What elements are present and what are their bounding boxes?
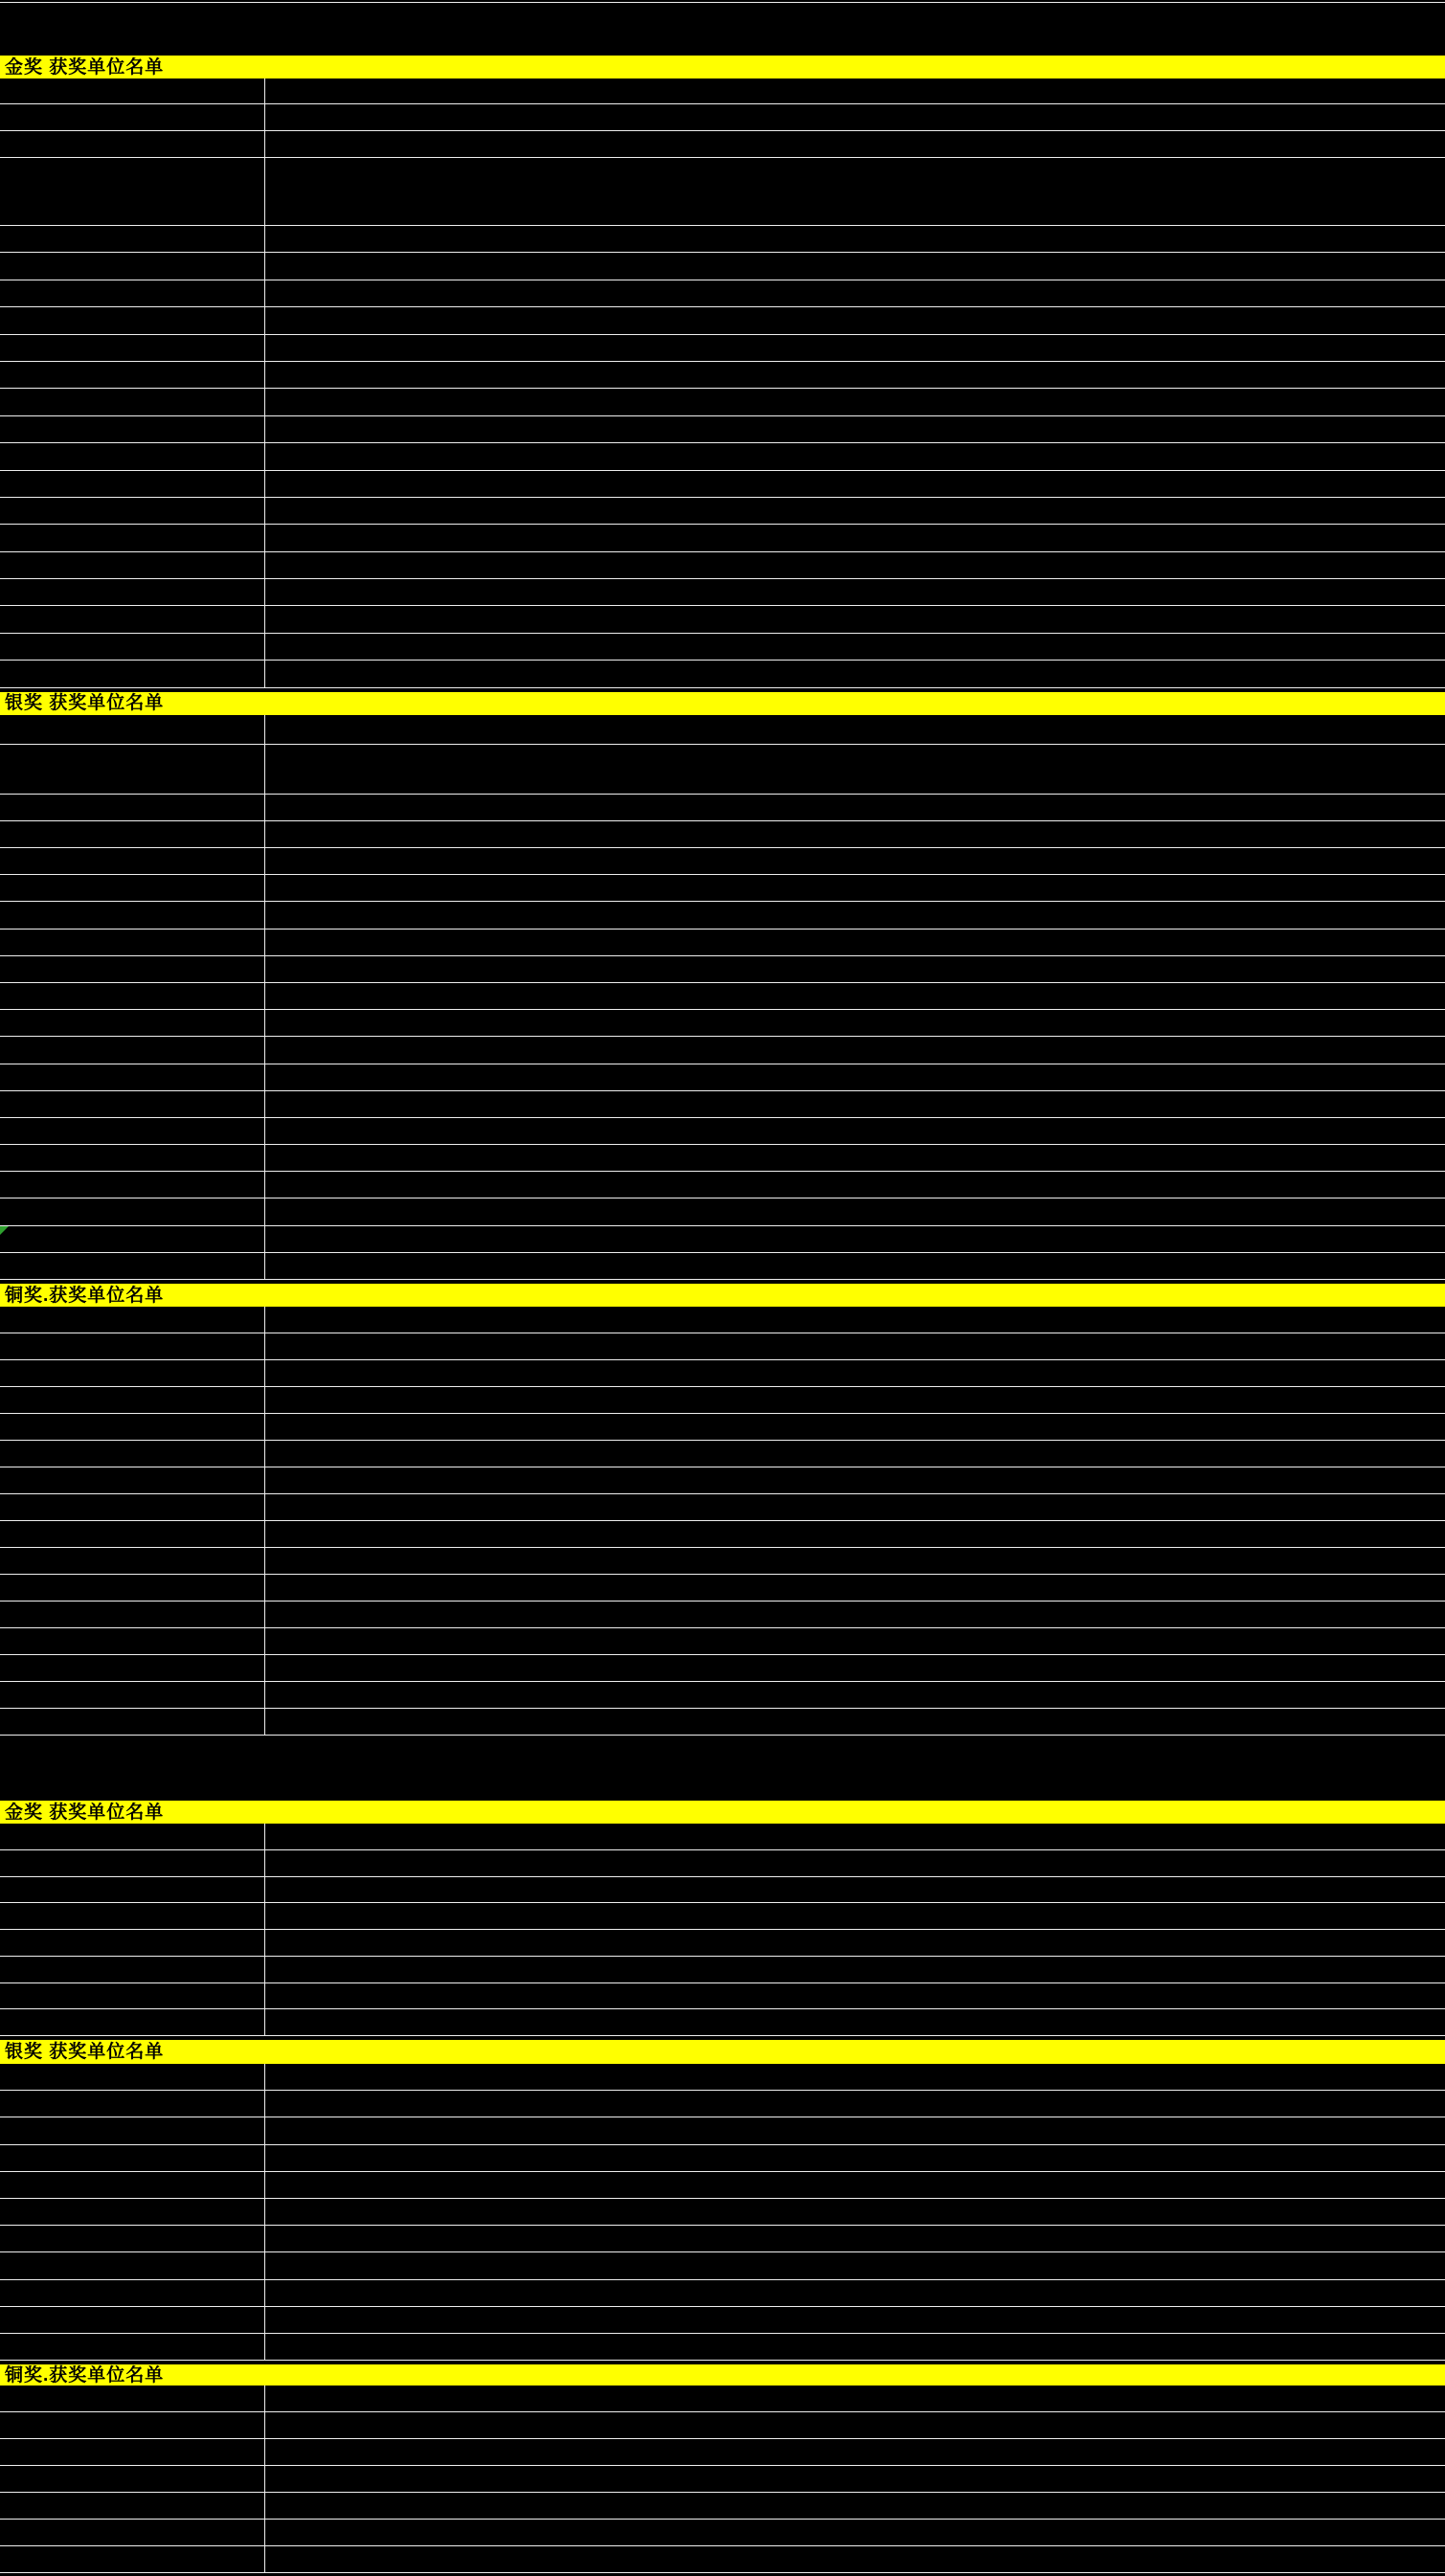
table-cell-right[interactable] <box>265 307 1445 333</box>
table-row <box>0 1602 1445 1628</box>
table-row <box>0 1307 1445 1333</box>
table-row <box>0 1930 1445 1957</box>
bronze-award-banner-label: 铜奖.获奖单位名单 <box>5 2364 165 2386</box>
table-cell-left[interactable] <box>0 1414 265 1440</box>
table-cell-left[interactable] <box>0 2334 265 2360</box>
table-cell-right[interactable] <box>265 1494 1445 1520</box>
table-row <box>0 902 1445 929</box>
table-row <box>0 1983 1445 2010</box>
table-row <box>0 579 1445 606</box>
table-row <box>0 1628 1445 1655</box>
table-cell-left[interactable] <box>0 930 265 955</box>
table-cell-left[interactable] <box>0 634 265 660</box>
table-row <box>0 956 1445 983</box>
table-row <box>0 389 1445 415</box>
table-cell-right[interactable] <box>265 821 1445 847</box>
table-cell-right[interactable] <box>265 552 1445 578</box>
table-row <box>0 1655 1445 1682</box>
table-cell-right[interactable] <box>265 2412 1445 2438</box>
table-cell-left[interactable] <box>0 2117 265 2143</box>
table-cell-right[interactable] <box>265 1628 1445 1654</box>
table-cell-right[interactable] <box>265 1253 1445 1279</box>
bronze-award-banner[interactable] <box>0 2361 1445 2386</box>
table-cell-right[interactable] <box>265 525 1445 550</box>
table-row <box>0 1682 1445 1709</box>
table-cell-left[interactable] <box>0 362 265 388</box>
table-row <box>0 1877 1445 1904</box>
table-row <box>0 2334 1445 2361</box>
table-cell-left[interactable] <box>0 1091 265 1117</box>
table-row <box>0 2199 1445 2226</box>
table-cell-right[interactable] <box>265 1655 1445 1681</box>
table-cell-left[interactable] <box>0 307 265 333</box>
table-row <box>0 2520 1445 2546</box>
table-cell-right[interactable] <box>265 1307 1445 1333</box>
table-row <box>0 1575 1445 1602</box>
table-cell-left[interactable] <box>0 1441 265 1467</box>
table-cell-left[interactable] <box>0 2412 265 2438</box>
table-cell-left[interactable] <box>0 471 265 497</box>
table-cell-left[interactable] <box>0 2252 265 2278</box>
silver-award-banner-label: 银奖 获奖单位名单 <box>5 693 165 714</box>
table-cell-right[interactable] <box>265 1091 1445 1117</box>
table-row <box>0 1467 1445 1494</box>
table-cell-left[interactable] <box>0 1198 265 1224</box>
table-row <box>0 795 1445 821</box>
table-cell-left[interactable] <box>0 2064 265 2090</box>
table-cell-right[interactable] <box>265 389 1445 414</box>
table-row <box>0 606 1445 633</box>
table-cell-left[interactable] <box>0 1387 265 1413</box>
silver-award-banner[interactable] <box>0 2036 1445 2064</box>
table-cell-left[interactable] <box>0 1145 265 1171</box>
table-cell-right[interactable] <box>265 2091 1445 2117</box>
table-row <box>0 2493 1445 2520</box>
table-row <box>0 1253 1445 1280</box>
table-cell-left[interactable] <box>0 1957 265 1982</box>
table-row <box>0 1824 1445 1850</box>
table-cell-right[interactable] <box>265 1877 1445 1903</box>
table-cell-left[interactable] <box>0 661 265 686</box>
table-row <box>0 2064 1445 2091</box>
table-cell-left[interactable] <box>0 552 265 578</box>
table-cell-right[interactable] <box>265 2009 1445 2035</box>
table-row <box>0 661 1445 687</box>
table-row <box>0 875 1445 902</box>
table-row <box>0 2117 1445 2144</box>
table-cell-right[interactable] <box>265 335 1445 361</box>
table-row <box>0 307 1445 334</box>
bronze-award-banner-label: 铜奖.获奖单位名单 <box>5 1285 165 1306</box>
table-cell-left[interactable] <box>0 1548 265 1574</box>
table-row <box>0 1850 1445 1877</box>
table-row <box>0 1010 1445 1037</box>
table-cell-left[interactable] <box>0 2439 265 2465</box>
gold-award-banner-label: 金奖 获奖单位名单 <box>5 56 165 78</box>
section-2-title-band[interactable] <box>0 1736 1445 1797</box>
table-row <box>0 525 1445 551</box>
section-1-title-band[interactable] <box>0 3 1445 52</box>
table-cell-right[interactable] <box>265 1198 1445 1224</box>
table-cell-left[interactable] <box>0 2520 265 2545</box>
table-cell-right[interactable] <box>265 280 1445 306</box>
table-cell-right[interactable] <box>265 1172 1445 1198</box>
table-cell-right[interactable] <box>265 634 1445 660</box>
table-cell-right[interactable] <box>265 443 1445 469</box>
table-cell-left[interactable] <box>0 1064 265 1090</box>
spreadsheet-sheet <box>0 2 1445 2573</box>
table-cell-right[interactable] <box>265 2546 1445 2572</box>
table-cell-right[interactable] <box>265 158 1445 225</box>
table-cell-right[interactable] <box>265 1850 1445 1876</box>
table-cell-left[interactable] <box>0 1655 265 1681</box>
table-cell-left[interactable] <box>0 1628 265 1654</box>
table-cell-right[interactable] <box>265 1521 1445 1547</box>
table-cell-left[interactable] <box>0 1850 265 1876</box>
table-cell-right[interactable] <box>265 661 1445 686</box>
table-row <box>0 498 1445 525</box>
table-cell-left[interactable] <box>0 525 265 550</box>
table-cell-right[interactable] <box>265 1226 1445 1252</box>
table-cell-left[interactable] <box>0 443 265 469</box>
table-cell-right[interactable] <box>265 1957 1445 1982</box>
table-cell-right[interactable] <box>265 1709 1445 1735</box>
table-row <box>0 1226 1445 1253</box>
table-row <box>0 1521 1445 1548</box>
table-cell-right[interactable] <box>265 1602 1445 1627</box>
table-cell-left[interactable] <box>0 2199 265 2225</box>
table-cell-left[interactable] <box>0 2466 265 2492</box>
table-cell-left[interactable] <box>0 1360 265 1386</box>
table-cell-left[interactable] <box>0 131 265 157</box>
table-row <box>0 1145 1445 1172</box>
table-cell-left[interactable] <box>0 956 265 982</box>
table-row <box>0 634 1445 661</box>
table-cell-left[interactable] <box>0 715 265 744</box>
table-cell-left[interactable] <box>0 335 265 361</box>
table-cell-left[interactable] <box>0 2307 265 2333</box>
table-cell-right[interactable] <box>265 606 1445 632</box>
table-cell-left[interactable] <box>0 1682 265 1708</box>
table-cell-left[interactable] <box>0 1118 265 1144</box>
table-row <box>0 2386 1445 2412</box>
table-cell-right[interactable] <box>265 362 1445 388</box>
table-cell-right[interactable] <box>265 471 1445 497</box>
table-cell-left[interactable] <box>0 875 265 901</box>
table-cell-right[interactable] <box>265 1064 1445 1090</box>
table-cell-left[interactable] <box>0 1226 265 1252</box>
table-row <box>0 2091 1445 2117</box>
table-cell-left[interactable] <box>0 902 265 928</box>
table-row <box>0 2307 1445 2334</box>
table-cell-right[interactable] <box>265 1548 1445 1574</box>
table-cell-left[interactable] <box>0 983 265 1009</box>
table-cell-left[interactable] <box>0 1172 265 1198</box>
table-cell-left[interactable] <box>0 1930 265 1956</box>
table-row <box>0 362 1445 389</box>
table-cell-left[interactable] <box>0 389 265 414</box>
table-row <box>0 1903 1445 1930</box>
table-row <box>0 78 1445 104</box>
table-row <box>0 552 1445 579</box>
table-cell-left[interactable] <box>0 795 265 820</box>
table-cell-left[interactable] <box>0 158 265 225</box>
table-cell-left[interactable] <box>0 2546 265 2572</box>
table-cell-right[interactable] <box>265 1414 1445 1440</box>
gold-award-banner[interactable] <box>0 52 1445 78</box>
table-cell-right[interactable] <box>265 416 1445 442</box>
table-row <box>0 2546 1445 2573</box>
table-row <box>0 416 1445 443</box>
table-row <box>0 2466 1445 2493</box>
table-cell-left[interactable] <box>0 1494 265 1520</box>
table-row <box>0 2280 1445 2307</box>
table-cell-right[interactable] <box>265 2439 1445 2465</box>
cell-error-indicator-icon <box>0 1226 9 1235</box>
table-cell-right[interactable] <box>265 253 1445 279</box>
table-row <box>0 1414 1445 1441</box>
table-row <box>0 1118 1445 1145</box>
table-row <box>0 1441 1445 1467</box>
table-cell-right[interactable] <box>265 2280 1445 2306</box>
table-cell-right[interactable] <box>265 1575 1445 1601</box>
table-row <box>0 983 1445 1010</box>
table-cell-left[interactable] <box>0 253 265 279</box>
table-row <box>0 1709 1445 1736</box>
table-cell-right[interactable] <box>265 1682 1445 1708</box>
table-cell-left[interactable] <box>0 2386 265 2411</box>
table-row <box>0 280 1445 307</box>
table-cell-right[interactable] <box>265 2334 1445 2360</box>
table-cell-right[interactable] <box>265 902 1445 928</box>
silver-award-banner[interactable] <box>0 688 1445 715</box>
table-row <box>0 2252 1445 2279</box>
table-row <box>0 715 1445 745</box>
table-cell-right[interactable] <box>265 2520 1445 2545</box>
table-cell-right[interactable] <box>265 1333 1445 1359</box>
table-row <box>0 2172 1445 2199</box>
table-cell-right[interactable] <box>265 1037 1445 1063</box>
table-cell-left[interactable] <box>0 280 265 306</box>
table-row <box>0 1198 1445 1225</box>
table-cell-right[interactable] <box>265 2172 1445 2198</box>
table-row <box>0 930 1445 956</box>
table-cell-left[interactable] <box>0 416 265 442</box>
table-row <box>0 335 1445 362</box>
table-cell-right[interactable] <box>265 2145 1445 2171</box>
table-row <box>0 471 1445 498</box>
table-cell-right[interactable] <box>265 2466 1445 2492</box>
bronze-award-banner[interactable] <box>0 1280 1445 1307</box>
table-cell-right[interactable] <box>265 1467 1445 1493</box>
table-cell-left[interactable] <box>0 2009 265 2035</box>
silver-award-banner-label: 银奖 获奖单位名单 <box>5 2042 165 2063</box>
table-cell-right[interactable] <box>265 1824 1445 1849</box>
table-cell-right[interactable] <box>265 2064 1445 2090</box>
table-cell-right[interactable] <box>265 930 1445 955</box>
table-row <box>0 1037 1445 1064</box>
table-cell-right[interactable] <box>265 2493 1445 2519</box>
table-cell-right[interactable] <box>265 2117 1445 2143</box>
table-cell-right[interactable] <box>265 2226 1445 2251</box>
table-cell-right[interactable] <box>265 715 1445 744</box>
table-row <box>0 1064 1445 1091</box>
table-row <box>0 2009 1445 2036</box>
table-cell-left[interactable] <box>0 498 265 524</box>
table-cell-left[interactable] <box>0 2226 265 2251</box>
table-row <box>0 2145 1445 2172</box>
table-cell-right[interactable] <box>265 104 1445 130</box>
table-cell-right[interactable] <box>265 2307 1445 2333</box>
table-cell-left[interactable] <box>0 1521 265 1547</box>
table-cell-left[interactable] <box>0 821 265 847</box>
table-cell-left[interactable] <box>0 1010 265 1036</box>
table-cell-left[interactable] <box>0 2493 265 2519</box>
table-cell-left[interactable] <box>0 1307 265 1333</box>
table-cell-left[interactable] <box>0 745 265 794</box>
table-row <box>0 745 1445 795</box>
table-row <box>0 1172 1445 1198</box>
table-row <box>0 2412 1445 2439</box>
table-cell-left[interactable] <box>0 1253 265 1279</box>
table-cell-left[interactable] <box>0 579 265 605</box>
table-cell-right[interactable] <box>265 579 1445 605</box>
table-cell-right[interactable] <box>265 875 1445 901</box>
table-cell-left[interactable] <box>0 2145 265 2171</box>
table-cell-left[interactable] <box>0 1877 265 1903</box>
gold-award-banner[interactable] <box>0 1797 1445 1824</box>
table-cell-right[interactable] <box>265 498 1445 524</box>
table-cell-right[interactable] <box>265 2252 1445 2278</box>
table-row <box>0 1957 1445 1983</box>
table-row <box>0 1333 1445 1360</box>
table-row <box>0 158 1445 226</box>
table-row <box>0 226 1445 253</box>
table-cell-left[interactable] <box>0 2091 265 2117</box>
table-row <box>0 821 1445 848</box>
table-row <box>0 131 1445 158</box>
table-cell-right[interactable] <box>265 78 1445 103</box>
table-row <box>0 1360 1445 1387</box>
table-cell-right[interactable] <box>265 795 1445 820</box>
table-cell-left[interactable] <box>0 1824 265 1849</box>
table-row <box>0 253 1445 280</box>
table-row <box>0 2226 1445 2252</box>
table-cell-left[interactable] <box>0 1037 265 1063</box>
table-cell-right[interactable] <box>265 1441 1445 1467</box>
table-cell-right[interactable] <box>265 1387 1445 1413</box>
table-cell-left[interactable] <box>0 2172 265 2198</box>
table-cell-right[interactable] <box>265 1118 1445 1144</box>
table-row <box>0 443 1445 470</box>
table-cell-left[interactable] <box>0 1575 265 1601</box>
table-cell-right[interactable] <box>265 1930 1445 1956</box>
table-cell-left[interactable] <box>0 606 265 632</box>
table-cell-right[interactable] <box>265 1983 1445 2009</box>
table-row <box>0 104 1445 131</box>
table-cell-left[interactable] <box>0 848 265 874</box>
table-cell-left[interactable] <box>0 1709 265 1735</box>
table-cell-right[interactable] <box>265 1145 1445 1171</box>
table-row <box>0 2439 1445 2466</box>
table-cell-left[interactable] <box>0 1333 265 1359</box>
table-cell-right[interactable] <box>265 1903 1445 1929</box>
table-cell-right[interactable] <box>265 956 1445 982</box>
table-row <box>0 1091 1445 1118</box>
table-row <box>0 1494 1445 1521</box>
table-cell-right[interactable] <box>265 745 1445 794</box>
table-cell-left[interactable] <box>0 78 265 103</box>
table-row <box>0 848 1445 875</box>
table-cell-left[interactable] <box>0 1903 265 1929</box>
table-cell-right[interactable] <box>265 2386 1445 2411</box>
table-row <box>0 1548 1445 1575</box>
table-cell-left[interactable] <box>0 104 265 130</box>
table-cell-right[interactable] <box>265 983 1445 1009</box>
table-cell-right[interactable] <box>265 1010 1445 1036</box>
table-cell-left[interactable] <box>0 1983 265 2009</box>
table-cell-right[interactable] <box>265 1360 1445 1386</box>
table-cell-left[interactable] <box>0 1467 265 1493</box>
table-cell-right[interactable] <box>265 2199 1445 2225</box>
table-row <box>0 1387 1445 1414</box>
table-cell-left[interactable] <box>0 226 265 252</box>
table-cell-left[interactable] <box>0 1602 265 1627</box>
table-cell-left[interactable] <box>0 2280 265 2306</box>
table-cell-right[interactable] <box>265 848 1445 874</box>
table-cell-right[interactable] <box>265 131 1445 157</box>
gold-award-banner-label: 金奖 获奖单位名单 <box>5 1802 165 1823</box>
table-cell-right[interactable] <box>265 226 1445 252</box>
